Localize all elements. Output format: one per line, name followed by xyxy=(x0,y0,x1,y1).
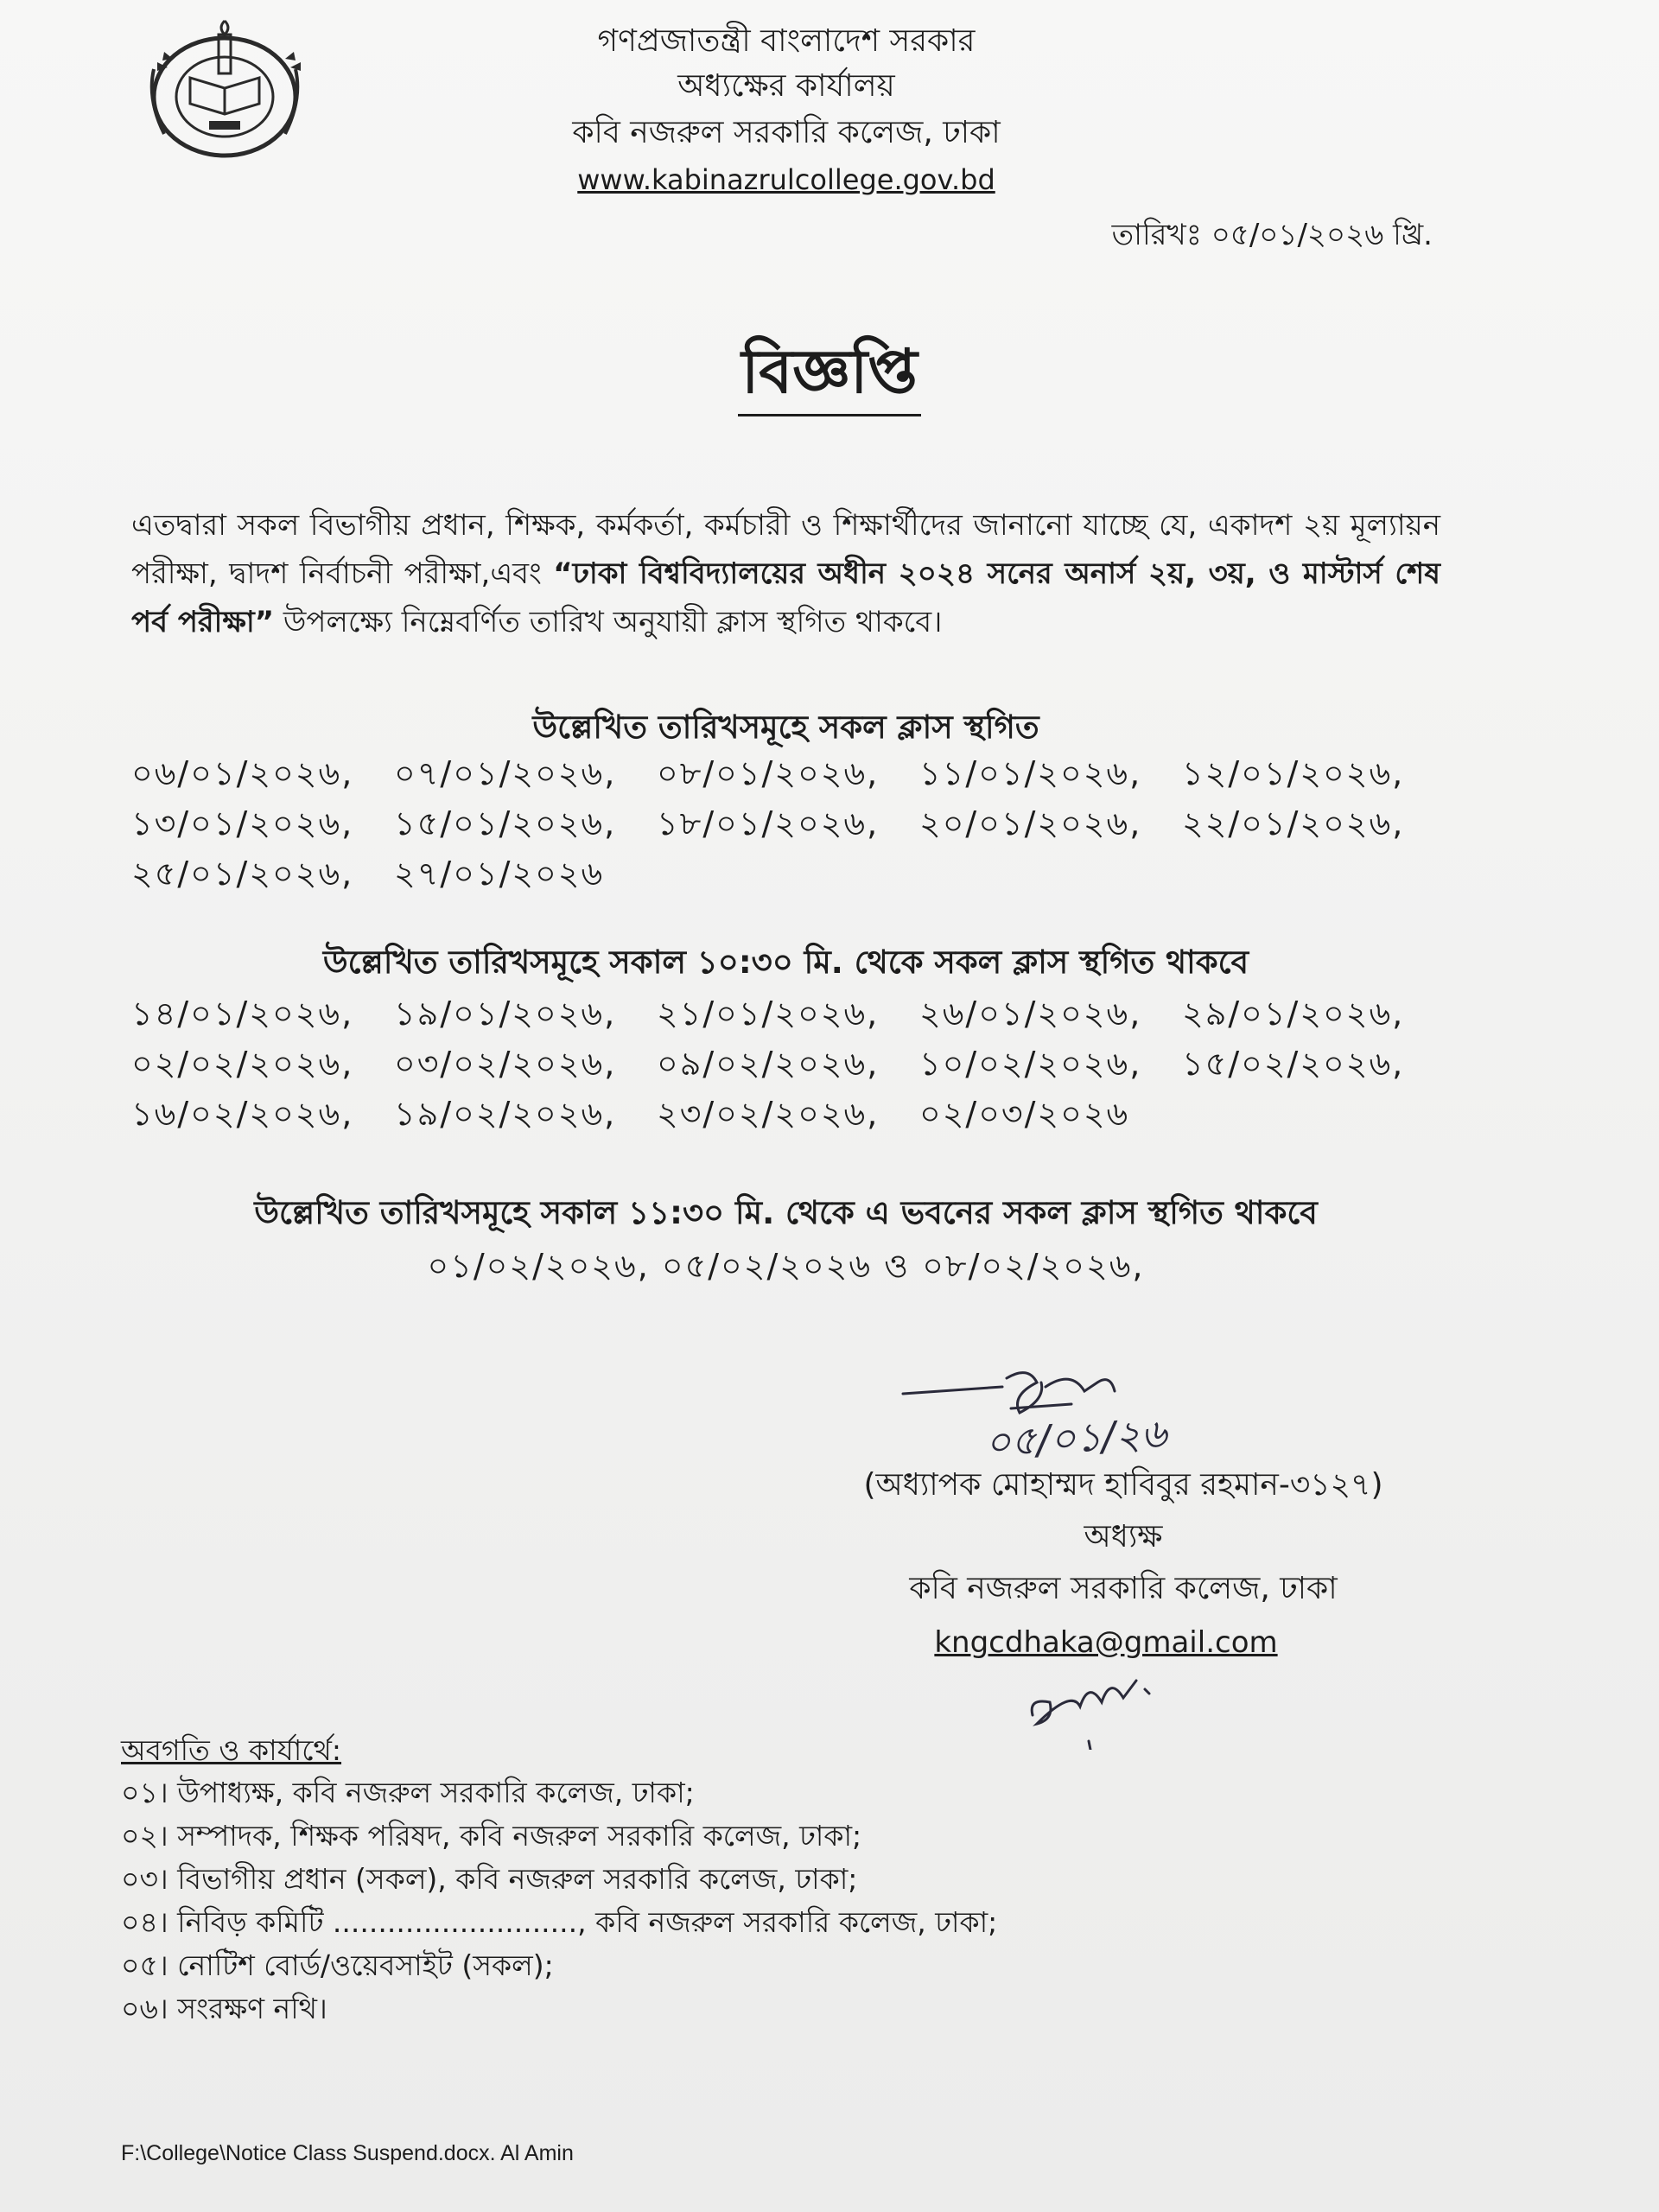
date-item: ১২/০১/২০২৬, xyxy=(1182,754,1405,792)
notice-title-text: বিজ্ঞপ্তি xyxy=(738,336,921,416)
body-part-2: উপলক্ষ্যে নিম্নেবর্ণিত তারিখ অনুযায়ী ক্লাস স্থগিত থাকবে। xyxy=(274,605,943,639)
date-item: ২৫/০১/২০২৬, xyxy=(131,855,354,893)
date-item: ০৭/০১/২০২৬, xyxy=(394,754,617,792)
date-item: ০২/০২/২০২৬, xyxy=(131,1045,354,1083)
website-link[interactable]: www.kabinazrulcollege.gov.bd xyxy=(577,163,995,196)
body-exam-name: “ঢাকা বিশ্ববিদ্যালয়ের অধীন ২০২৪ সনের অনার্স ২য়, ৩য়, ও মাস্টার্স শেষ পর্ব পরীক্ষা” xyxy=(131,556,1441,639)
date-item: ২৩/০২/২০২৬, xyxy=(657,1095,880,1133)
date-item: ২৯/০১/২০২৬, xyxy=(1182,995,1405,1033)
signatory-name: (অধ্যাপক মোহাম্মদ হাবিবুর রহমান-৩১২৭) xyxy=(863,1467,1383,1503)
cc-list xyxy=(121,1771,997,2031)
section1-dates xyxy=(131,748,1445,899)
section2-dates xyxy=(131,988,1445,1139)
date-item: ০৮/০১/২০২৬, xyxy=(657,754,880,792)
date-item: ০৯/০২/২০২৬, xyxy=(657,1045,880,1083)
cc-item: ০২। সম্পাদক, শিক্ষক পরিষদ, কবি নজরুল সরকারি কলেজ, ঢাকা; xyxy=(121,1819,862,1853)
date-item: ২১/০১/২০২৬, xyxy=(657,995,880,1033)
cc-heading: অবগতি ও কার্যার্থে: xyxy=(121,1733,342,1767)
notice-body xyxy=(131,501,1440,646)
date-item: ১১/০১/২০২৬, xyxy=(919,754,1142,792)
date-item: ২২/০১/২০২৬, xyxy=(1182,804,1405,842)
date-item: ০২/০৩/২০২৬ xyxy=(919,1095,1130,1133)
date-item: ১৫/০১/২০২৬, xyxy=(394,804,617,842)
date-item: ২০/০১/২০২৬, xyxy=(919,804,1142,842)
date-item: ১৬/০২/২০২৬, xyxy=(131,1095,354,1133)
file-path-footer: F:\College\Notice Class Suspend.docx. Al Amin xyxy=(121,2141,574,2165)
section2-heading: উল্লেখিত তারিখসমূহে সকাল ১০:৩০ মি. থেকে সকল ক্লাস স্থগিত থাকবে xyxy=(322,944,1249,981)
cc-item: ০৬। সংরক্ষণ নথি। xyxy=(121,1992,327,2025)
notice-date: তারিখঃ ০৫/০১/২০২৬ খ্রি. xyxy=(1111,218,1433,252)
date-item: ০৬/০১/২০২৬, xyxy=(131,754,354,792)
date-item: ১০/০২/২০২৬, xyxy=(919,1045,1142,1083)
date-item: ২৭/০১/২০২৬ xyxy=(394,855,605,893)
date-item: ২৬/০১/২০২৬, xyxy=(919,995,1142,1033)
cc-item: ০৫। নোটিশ বোর্ড/ওয়েবসাইট (সকল); xyxy=(121,1948,554,1982)
signatory-institution: কবি নজরুল সরকারি কলেজ, ঢাকা xyxy=(909,1571,1338,1606)
initials-signature xyxy=(1020,1655,1184,1750)
date-item: ১৯/০১/২০২৬, xyxy=(394,995,617,1033)
notice-title xyxy=(0,337,1659,406)
section1-heading: উল্লেখিত তারিখসমূহে সকল ক্লাস স্থগিত xyxy=(532,709,1039,746)
signatory-designation: অধ্যক্ষ xyxy=(1084,1519,1163,1554)
office-line: অধ্যক্ষের কার্যালয় xyxy=(677,68,895,104)
cc-item: ০১। উপাধ্যক্ষ, কবি নজরুল সরকারি কলেজ, ঢাকা; xyxy=(121,1776,695,1809)
handwritten-date: ০৫/০১/২৬ xyxy=(983,1409,1168,1466)
date-item: ১৮/০১/২০২৬, xyxy=(657,804,880,842)
body-part-1: এতদ্বারা সকল বিভাগীয় প্রধান, শিক্ষক, কর্মকর্তা, কর্মচারী ও শিক্ষার্থীদের জানানো যাচ্ছে যে, একাদশ ২য় মূল্যায়ন পরীক্ষা, দ্বাদশ নির্বাচনী পরীক্ষা,এবং xyxy=(131,508,1440,591)
date-item: ০৩/০২/২০২৬, xyxy=(394,1045,617,1083)
govt-line: গণপ্রজাতন্ত্রী বাংলাদেশ সরকার xyxy=(597,23,976,59)
section3-dates: ০১/০২/২০২৬, ০৫/০২/২০২৬ ও ০৮/০২/২০২৬, xyxy=(427,1247,1145,1285)
cc-item: ০৪। নিবিড় কমিটি ..........................., কবি নজরুল সরকারি কলেজ, ঢাকা; xyxy=(121,1905,998,1939)
date-item: ১৩/০১/২০২৬, xyxy=(131,804,354,842)
college-line: কবি নজরুল সরকারি কলেজ, ঢাকা xyxy=(572,115,1001,150)
date-item: ১৪/০১/২০২৬, xyxy=(131,995,354,1033)
cc-item: ০৩। বিভাগীয় প্রধান (সকল), কবি নজরুল সরকারি কলেজ, ঢাকা; xyxy=(121,1862,858,1896)
date-item: ১৫/০২/২০২৬, xyxy=(1182,1045,1405,1083)
date-item: ১৯/০২/২০২৬, xyxy=(394,1095,617,1133)
contact-email[interactable]: kngcdhaka@gmail.com xyxy=(934,1625,1278,1660)
section3-heading: উল্লেখিত তারিখসমূহে সকাল ১১:৩০ মি. থেকে এ ভবনের সকল ক্লাস স্থগিত থাকবে xyxy=(254,1194,1318,1231)
college-logo xyxy=(138,17,320,164)
